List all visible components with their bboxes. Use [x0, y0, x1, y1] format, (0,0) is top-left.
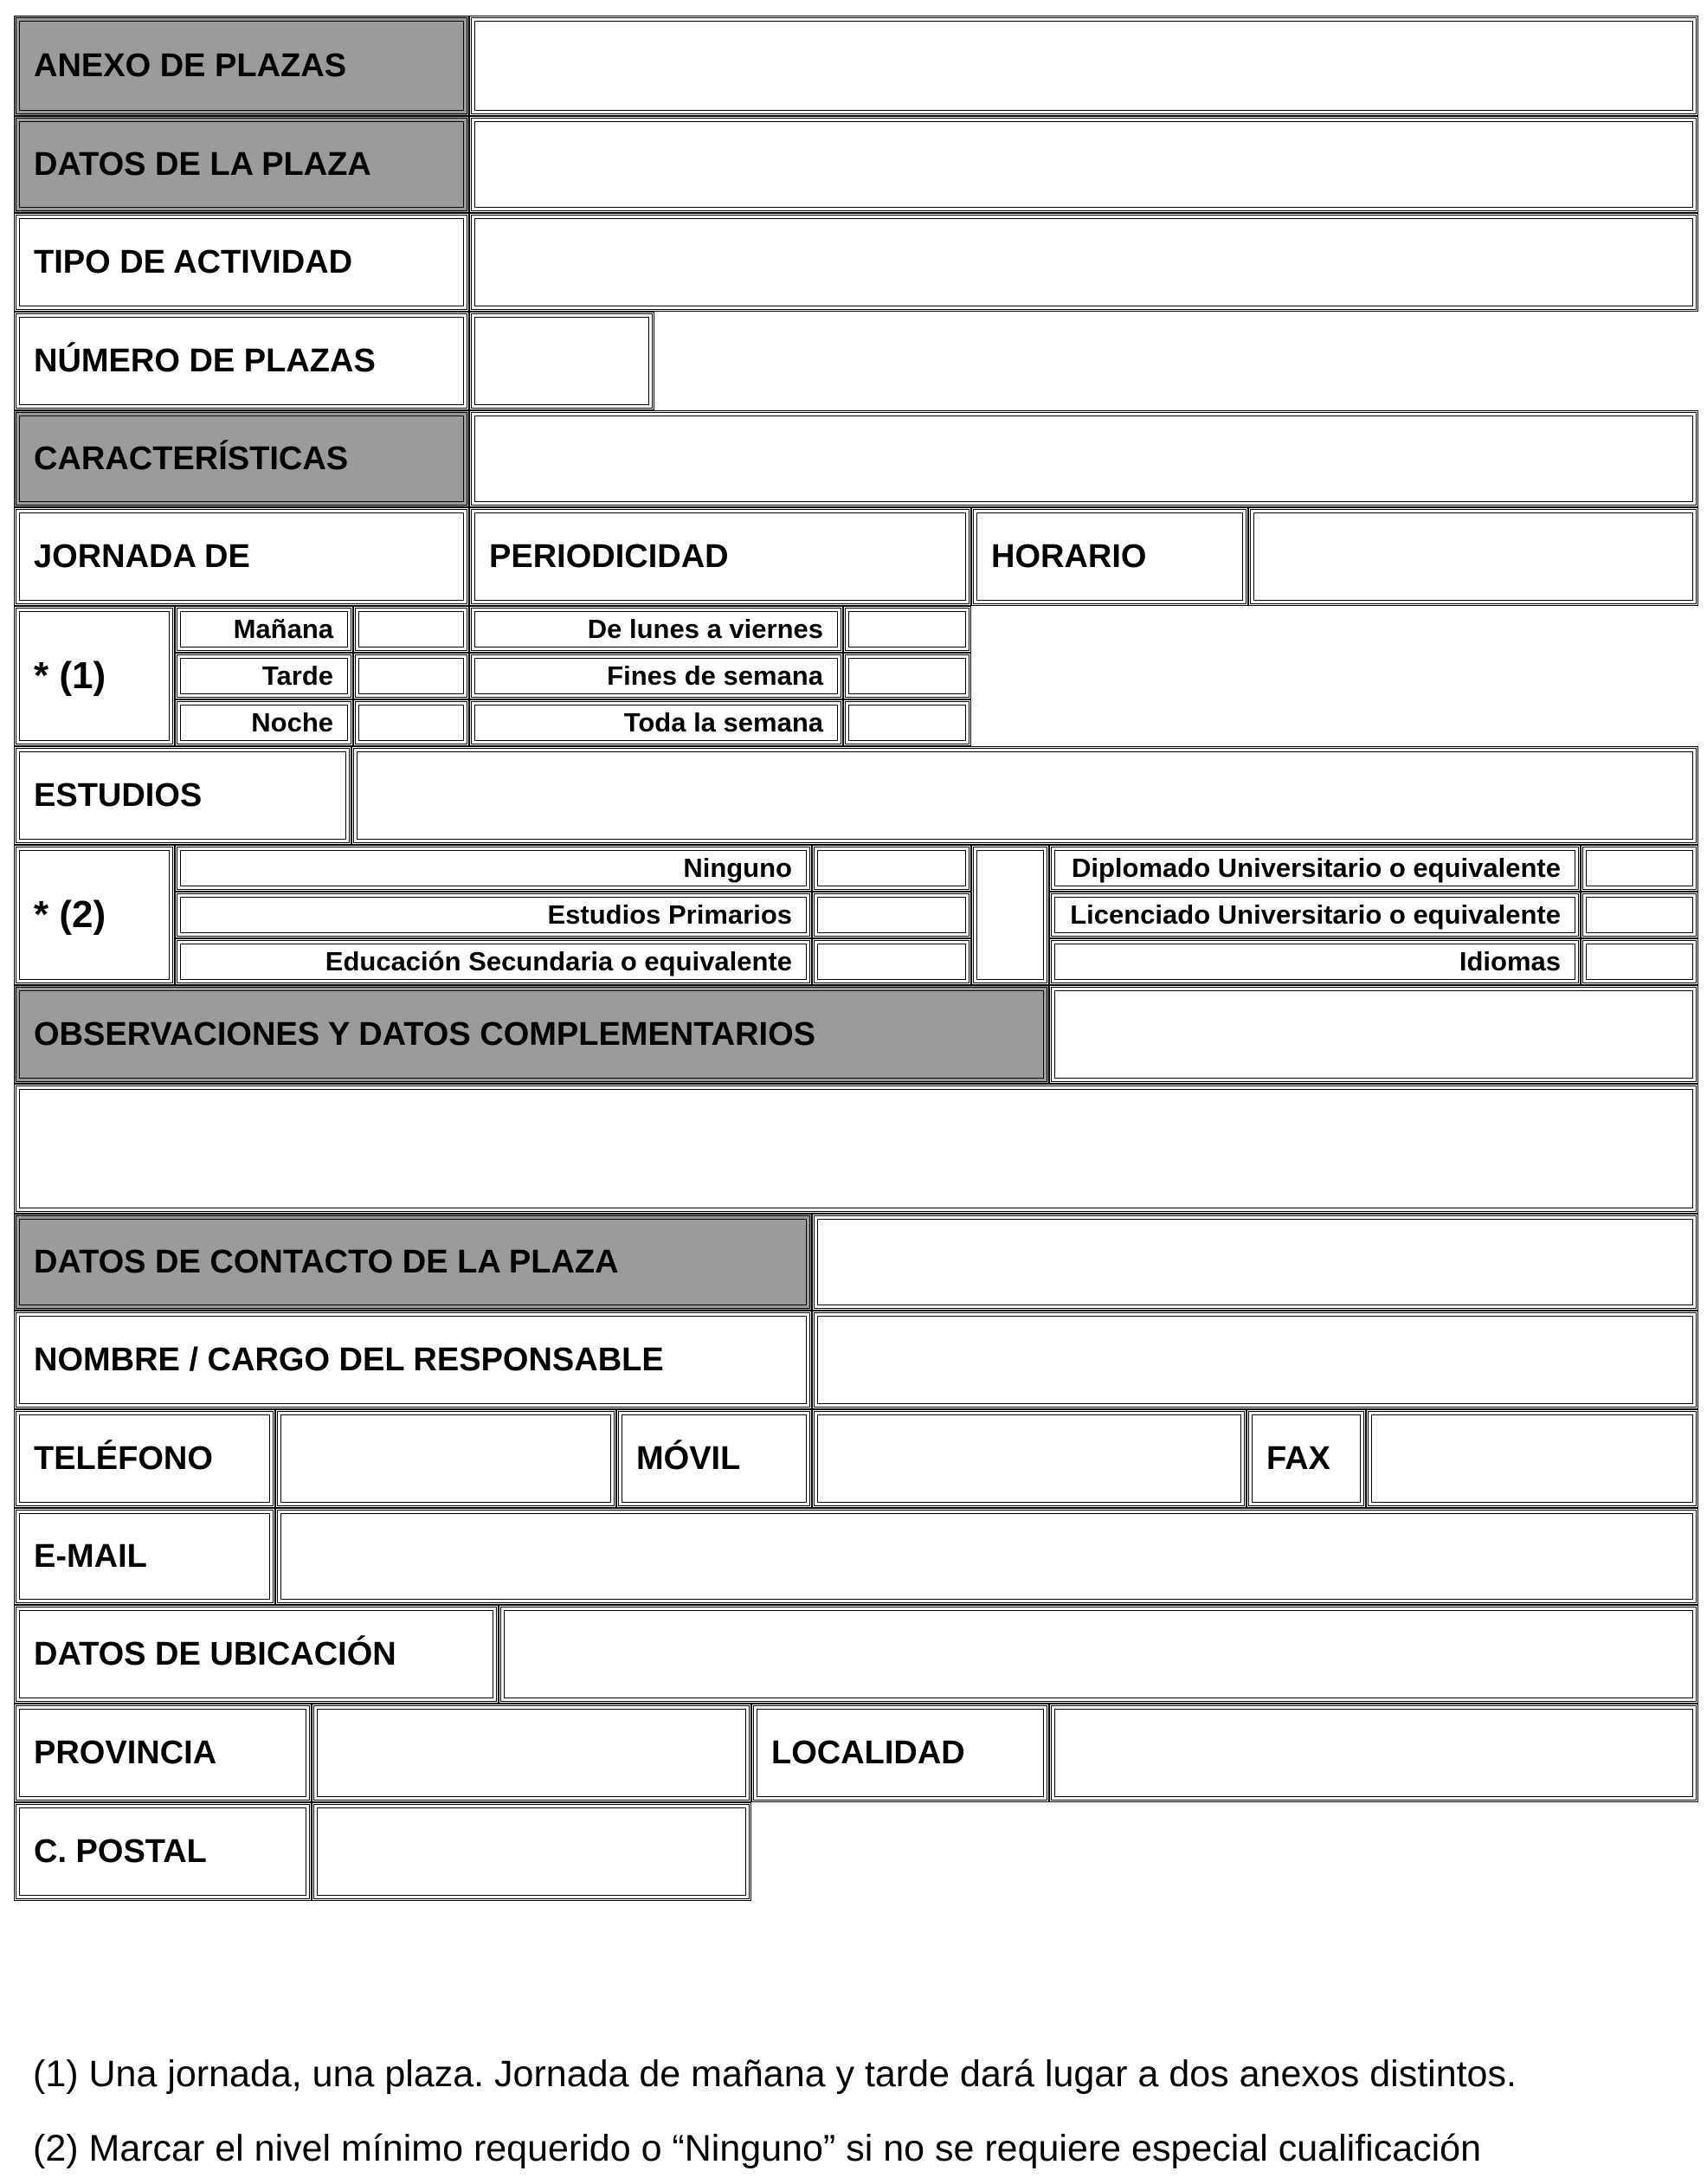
estudios-option-diplomado-text: Diplomado Universitario o equivalente	[1071, 853, 1561, 883]
provincia-field[interactable]	[312, 1704, 751, 1802]
jornada-de-text: JORNADA DE	[34, 538, 250, 575]
estudios-option-licenciado	[1049, 892, 1581, 938]
estudios-spacer	[971, 845, 1049, 985]
movil-label	[616, 1409, 812, 1508]
tipo-de-actividad-field[interactable]	[469, 213, 1698, 312]
fax-label	[1246, 1409, 1366, 1508]
anexo-de-plazas-field[interactable]	[469, 16, 1698, 116]
fax-field[interactable]	[1366, 1409, 1698, 1508]
datos-de-ubicacion-label	[14, 1605, 499, 1704]
observaciones-text: OBSERVACIONES Y DATOS COMPLEMENTARIOS	[34, 1015, 815, 1053]
marker-1-text: * (1)	[34, 654, 106, 697]
footnote-2: (2) Marcar el nivel mínimo requerido o “Ninguno” si no se requiere especial cualificación	[33, 2128, 1481, 2169]
estudios-option-primarios	[175, 892, 812, 938]
estudios-option-secundaria-text: Educación Secundaria o equivalente	[325, 946, 792, 976]
telefono-field[interactable]	[275, 1409, 616, 1508]
estudios-idiomas-checkbox[interactable]	[1581, 938, 1698, 985]
periodicidad-option-toda-semana-text: Toda la semana	[623, 707, 823, 738]
estudios-field[interactable]	[351, 746, 1698, 845]
periodicidad-label	[469, 507, 971, 606]
localidad-label	[751, 1704, 1049, 1802]
jornada-option-tarde-text: Tarde	[261, 660, 333, 691]
datos-de-ubicacion-field[interactable]	[499, 1605, 1698, 1704]
marker-2-text: * (2)	[34, 893, 106, 936]
periodicidad-option-fines-semana-text: Fines de semana	[607, 660, 823, 691]
jornada-noche-checkbox[interactable]	[353, 699, 469, 746]
movil-field[interactable]	[812, 1409, 1246, 1508]
estudios-secundaria-checkbox[interactable]	[812, 938, 971, 985]
horario-label	[971, 507, 1248, 606]
periodicidad-lunes-viernes-checkbox[interactable]	[843, 606, 971, 653]
datos-de-contacto-text: DATOS DE CONTACTO DE LA PLAZA	[34, 1243, 619, 1280]
jornada-manana-checkbox[interactable]	[353, 606, 469, 653]
horario-text: HORARIO	[991, 538, 1147, 575]
email-text: E-MAIL	[34, 1537, 147, 1575]
estudios-ninguno-checkbox[interactable]	[812, 845, 971, 892]
localidad-field[interactable]	[1049, 1704, 1698, 1802]
periodicidad-fines-semana-checkbox[interactable]	[843, 653, 971, 699]
tipo-de-actividad-text: TIPO DE ACTIVIDAD	[34, 243, 353, 280]
jornada-option-manana-text: Mañana	[233, 614, 333, 644]
datos-de-la-plaza-label	[14, 116, 469, 213]
periodicidad-toda-semana-checkbox[interactable]	[843, 699, 971, 746]
caracteristicas-text: CARACTERÍSTICAS	[34, 440, 349, 477]
nombre-cargo-text: NOMBRE / CARGO DEL RESPONSABLE	[34, 1341, 664, 1378]
numero-de-plazas-label	[14, 312, 469, 410]
telefono-text: TELÉFONO	[34, 1440, 213, 1477]
estudios-option-diplomado	[1049, 845, 1581, 892]
numero-de-plazas-field[interactable]	[469, 312, 654, 410]
nombre-cargo-field[interactable]	[812, 1311, 1698, 1409]
provincia-label	[14, 1704, 312, 1802]
caracteristicas-label	[14, 410, 469, 507]
fax-text: FAX	[1266, 1440, 1330, 1477]
marker-2	[14, 845, 175, 985]
caracteristicas-field[interactable]	[469, 410, 1698, 507]
anexo-de-plazas-text: ANEXO DE PLAZAS	[34, 47, 347, 84]
estudios-option-primarios-text: Estudios Primarios	[547, 899, 792, 930]
email-field[interactable]	[275, 1508, 1698, 1605]
codigo-postal-label	[14, 1802, 312, 1901]
estudios-text: ESTUDIOS	[34, 776, 203, 814]
periodicidad-option-toda-semana	[469, 699, 843, 746]
datos-de-ubicacion-text: DATOS DE UBICACIÓN	[34, 1635, 396, 1672]
periodicidad-option-fines-semana	[469, 653, 843, 699]
provincia-text: PROVINCIA	[34, 1734, 217, 1771]
footnote-1: (1) Una jornada, una plaza. Jornada de mañana y tarde dará lugar a dos anexos distintos.	[33, 2053, 1517, 2095]
jornada-de-label	[14, 507, 469, 606]
observaciones-header-field[interactable]	[1049, 985, 1698, 1084]
anexo-de-plazas-label	[14, 16, 469, 116]
marker-1	[14, 606, 175, 746]
localidad-text: LOCALIDAD	[771, 1734, 965, 1771]
observaciones-textarea[interactable]	[14, 1084, 1698, 1214]
movil-text: MÓVIL	[636, 1440, 741, 1477]
estudios-option-ninguno	[175, 845, 812, 892]
observaciones-label	[14, 985, 1049, 1084]
nombre-cargo-label	[14, 1311, 812, 1409]
telefono-label	[14, 1409, 275, 1508]
estudios-diplomado-checkbox[interactable]	[1581, 845, 1698, 892]
email-label	[14, 1508, 275, 1605]
estudios-label	[14, 746, 351, 845]
periodicidad-option-lunes-viernes-text: De lunes a viernes	[587, 614, 823, 644]
periodicidad-text: PERIODICIDAD	[489, 538, 729, 575]
estudios-option-licenciado-text: Licenciado Universitario o equivalente	[1070, 899, 1561, 930]
tipo-de-actividad-label	[14, 213, 469, 312]
jornada-option-manana	[175, 606, 353, 653]
estudios-option-idiomas	[1049, 938, 1581, 985]
datos-de-la-plaza-text: DATOS DE LA PLAZA	[34, 145, 371, 183]
estudios-option-secundaria	[175, 938, 812, 985]
jornada-tarde-checkbox[interactable]	[353, 653, 469, 699]
horario-field[interactable]	[1248, 507, 1698, 606]
estudios-option-ninguno-text: Ninguno	[683, 853, 792, 883]
estudios-licenciado-checkbox[interactable]	[1581, 892, 1698, 938]
jornada-option-noche-text: Noche	[251, 707, 333, 738]
datos-de-contacto-field[interactable]	[812, 1214, 1698, 1311]
datos-de-contacto-label	[14, 1214, 812, 1311]
jornada-option-noche	[175, 699, 353, 746]
jornada-option-tarde	[175, 653, 353, 699]
estudios-option-idiomas-text: Idiomas	[1459, 946, 1561, 976]
codigo-postal-text: C. POSTAL	[34, 1833, 207, 1870]
estudios-primarios-checkbox[interactable]	[812, 892, 971, 938]
datos-de-la-plaza-field[interactable]	[469, 116, 1698, 213]
codigo-postal-field[interactable]	[312, 1802, 751, 1901]
numero-de-plazas-text: NÚMERO DE PLAZAS	[34, 342, 376, 379]
periodicidad-option-lunes-viernes	[469, 606, 843, 653]
